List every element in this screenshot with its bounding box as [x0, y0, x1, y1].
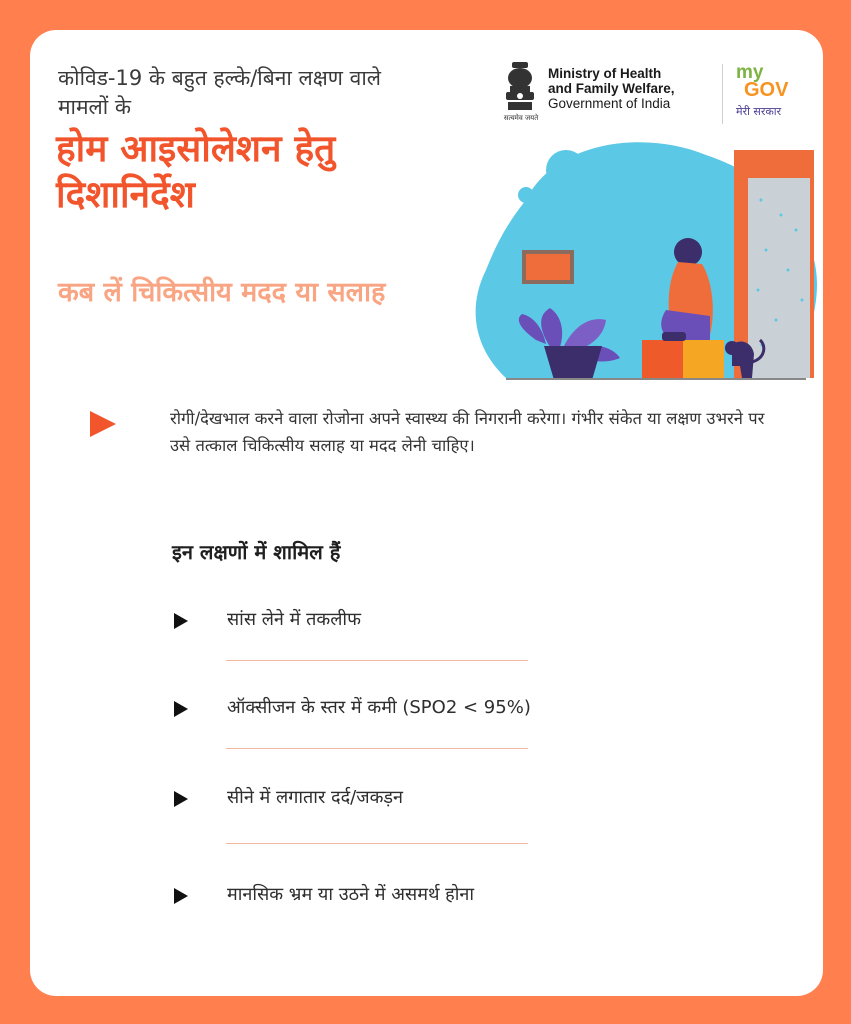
ministry-line3: Government of India: [548, 96, 671, 111]
info-card: [30, 30, 823, 996]
symptom-separator: [226, 843, 528, 844]
ministry-logo-text: [548, 66, 728, 111]
ministry-line2: and Family Welfare,: [548, 81, 675, 96]
symptom-text: सीने में लगातार दर्द/जकड़न: [227, 787, 404, 808]
mygov-tagline: मेरी सरकार: [736, 105, 782, 118]
symptom-item: [30, 781, 823, 821]
isolation-illustration: [466, 140, 823, 385]
symptom-text: सांस लेने में तकलीफ: [227, 609, 361, 630]
symptom-item: [30, 691, 823, 731]
symptom-item: [30, 603, 823, 643]
black-triangle-bullet-icon: [174, 701, 188, 717]
symptoms-heading: इन लक्षणों में शामिल हैं: [172, 540, 341, 564]
logo-area: [502, 60, 802, 128]
logo-divider: [722, 64, 723, 124]
mygov-gov: GOV: [744, 79, 789, 101]
kicker-text: कोविड-19 के बहुत हल्के/बिना लक्षण वाले मामलों के: [58, 66, 382, 119]
page-subtitle: कब लें चिकित्सीय मदद या सलाह: [58, 277, 386, 308]
mygov-logo: [736, 62, 806, 126]
intro-row: [30, 405, 823, 495]
emblem-caption: सत्यमेव जयते: [503, 114, 539, 122]
black-triangle-bullet-icon: [174, 888, 188, 904]
symptom-separator: [226, 660, 528, 661]
page-title: होम आइसोलेशन हेतु दिशानिर्देश: [56, 127, 336, 216]
intro-text: रोगी/देखभाल करने वाला रोजोना अपने स्वास्थ्य की निगरानी करेगा। गंभीर संकेत या लक्षण उभरने पर उसे तत्काल चिकित्सीय सलाह या मदद लेनी चाहिए।: [170, 409, 765, 455]
orange-triangle-bullet-icon: [88, 409, 118, 439]
mygov-my: my: [736, 62, 764, 83]
ministry-line1: Ministry of Health: [548, 66, 662, 81]
symptom-text: मानसिक भ्रम या उठने में असमर्थ होना: [227, 884, 475, 905]
national-emblem-icon: [502, 60, 538, 120]
symptom-text: ऑक्सीजन के स्तर में कमी (SPO2 < 95%): [227, 697, 531, 718]
black-triangle-bullet-icon: [174, 613, 188, 629]
symptom-separator: [226, 748, 528, 749]
symptom-item: [30, 878, 823, 918]
black-triangle-bullet-icon: [174, 791, 188, 807]
